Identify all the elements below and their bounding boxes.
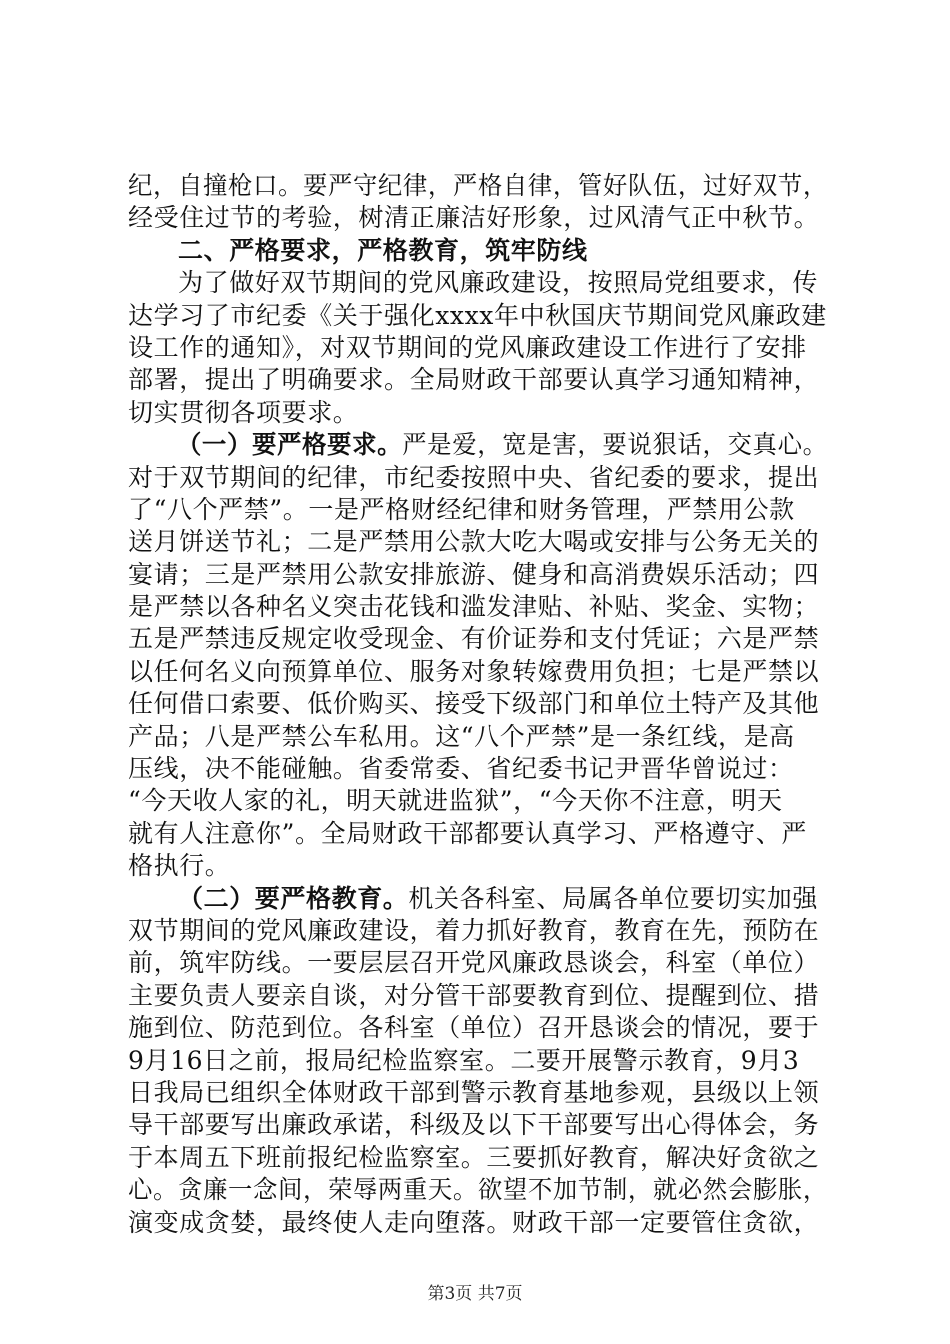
text-line [128,1142,828,1174]
text-line [128,170,828,202]
line-text: “今天收人家的礼，明天就进监狱”，“今天你不注意，明天 [128,786,783,816]
line-text: 达学习了市纪委《关于强化xxxx年中秋国庆节期间党风廉政建 [128,300,827,330]
page-footer: 第3页 共7页 [427,1284,523,1304]
text-line [128,267,828,299]
text-line [128,1012,828,1044]
subheading-label: （一）要严格要求。 [176,430,403,460]
line-text: 机关各科室、局属各单位要切实加强 [408,883,819,913]
line-text: 切实贯彻各项要求。 [128,397,359,427]
line-text: 主要负责人要亲自谈，对分管干部要教育到位、提醒到位、措 [128,980,820,1010]
line-text: 9月16日之前，报局纪检监察室。二要开展警示教育，9月3 [128,1045,800,1075]
line-text: 格执行。 [128,851,231,881]
text-line [128,785,828,817]
subheading-label: （二）要严格教育。 [178,883,409,913]
text-line [128,915,828,947]
line-text: 五是严禁违反规定收受现金、有价证券和支付凭证；六是严禁 [128,624,820,654]
line-text: 双节期间的党风廉政建设，着力抓好教育，教育在先，预防在 [128,915,820,945]
line-text: 前，筑牢防线。一要层层召开党风廉政恳谈会，科室（单位） [128,948,820,978]
line-text: 任何借口索要、低价购买、接受下级部门和单位土特产及其他 [128,689,820,719]
text-line [128,753,828,785]
text-line [128,300,828,332]
text-line [128,818,828,850]
line-text: 演变成贪婪，最终使人走向堕落。财政干部一定要管住贪欲， [128,1207,820,1237]
text-line [128,332,828,364]
text-line [128,850,828,882]
text-line [128,202,828,234]
text-line [128,1207,828,1239]
text-line [128,721,828,753]
text-line [128,429,828,461]
line-text: 纪，自撞枪口。要严守纪律，严格自律，管好队伍，过好双节， [128,171,828,200]
text-line [128,1045,828,1077]
text-line [128,559,828,591]
text-line [128,688,828,720]
line-text: 为了做好双节期间的党风廉政建设，按照局党组要求，传 [178,268,819,298]
text-line [128,980,828,1012]
text-line [128,462,828,494]
line-text: 导干部要写出廉政承诺，科级及以下干部要写出心得体会，务 [128,1110,820,1140]
line-text: 二、严格要求，严格教育，筑牢防线 [178,235,588,265]
line-text: 严是爱，宽是害，要说狠话，交真心。 [402,430,828,460]
text-line [128,656,828,688]
line-text: 是严禁以各种名义突击花钱和滥发津贴、补贴、奖金、实物； [128,592,820,622]
line-text: 宴请；三是严禁用公款安排旅游、健身和高消费娱乐活动；四 [128,559,820,589]
line-text: 了“八个严禁”。一是严格财经纪律和财务管理，严禁用公款 [128,494,795,524]
text-line [128,526,828,558]
section-heading [128,235,828,267]
line-text: 对于双节期间的纪律，市纪委按照中央、省纪委的要求，提出 [128,462,820,492]
line-text: 以任何名义向预算单位、服务对象转嫁费用负担；七是严禁以 [128,656,820,686]
body-text [128,170,828,1239]
text-line [128,883,828,915]
text-line [128,397,828,429]
text-line [128,623,828,655]
line-text: 送月饼送节礼；二是严禁用公款大吃大喝或安排与公务无关的 [128,527,820,557]
line-text: 经受住过节的考验，树清正廉洁好形象，过风清气正中秋节。 [128,203,820,233]
line-text: 压线，决不能碰触。省委常委、省纪委书记尹晋华曾说过： [128,754,794,784]
text-line [128,947,828,979]
line-text: 就有人注意你”。全局财政干部都要认真学习、严格遵守、严 [128,818,807,848]
line-text: 日我局已组织全体财政干部到警示教育基地参观，县级以上领 [128,1077,820,1107]
line-text: 设工作的通知》，对双节期间的党风廉政建设工作进行了安排 [128,332,807,362]
text-line [128,1077,828,1109]
line-text: 施到位、防范到位。各科室（单位）召开恳谈会的情况，要于 [128,1013,820,1043]
line-text: 于本周五下班前报纪检监察室。三要抓好教育，解决好贪欲之 [128,1142,820,1172]
text-line [128,1109,828,1141]
text-line [128,364,828,396]
text-line [128,1174,828,1206]
text-line [128,494,828,526]
line-text: 心。贪廉一念间，荣辱两重天。欲望不加节制，就必然会膨胀， [128,1175,828,1205]
line-text: 产品；八是严禁公车私用。这“八个严禁”是一条红线，是高 [128,721,795,751]
text-line [128,591,828,623]
line-text: 部署，提出了明确要求。全局财政干部要认真学习通知精神， [128,365,820,395]
